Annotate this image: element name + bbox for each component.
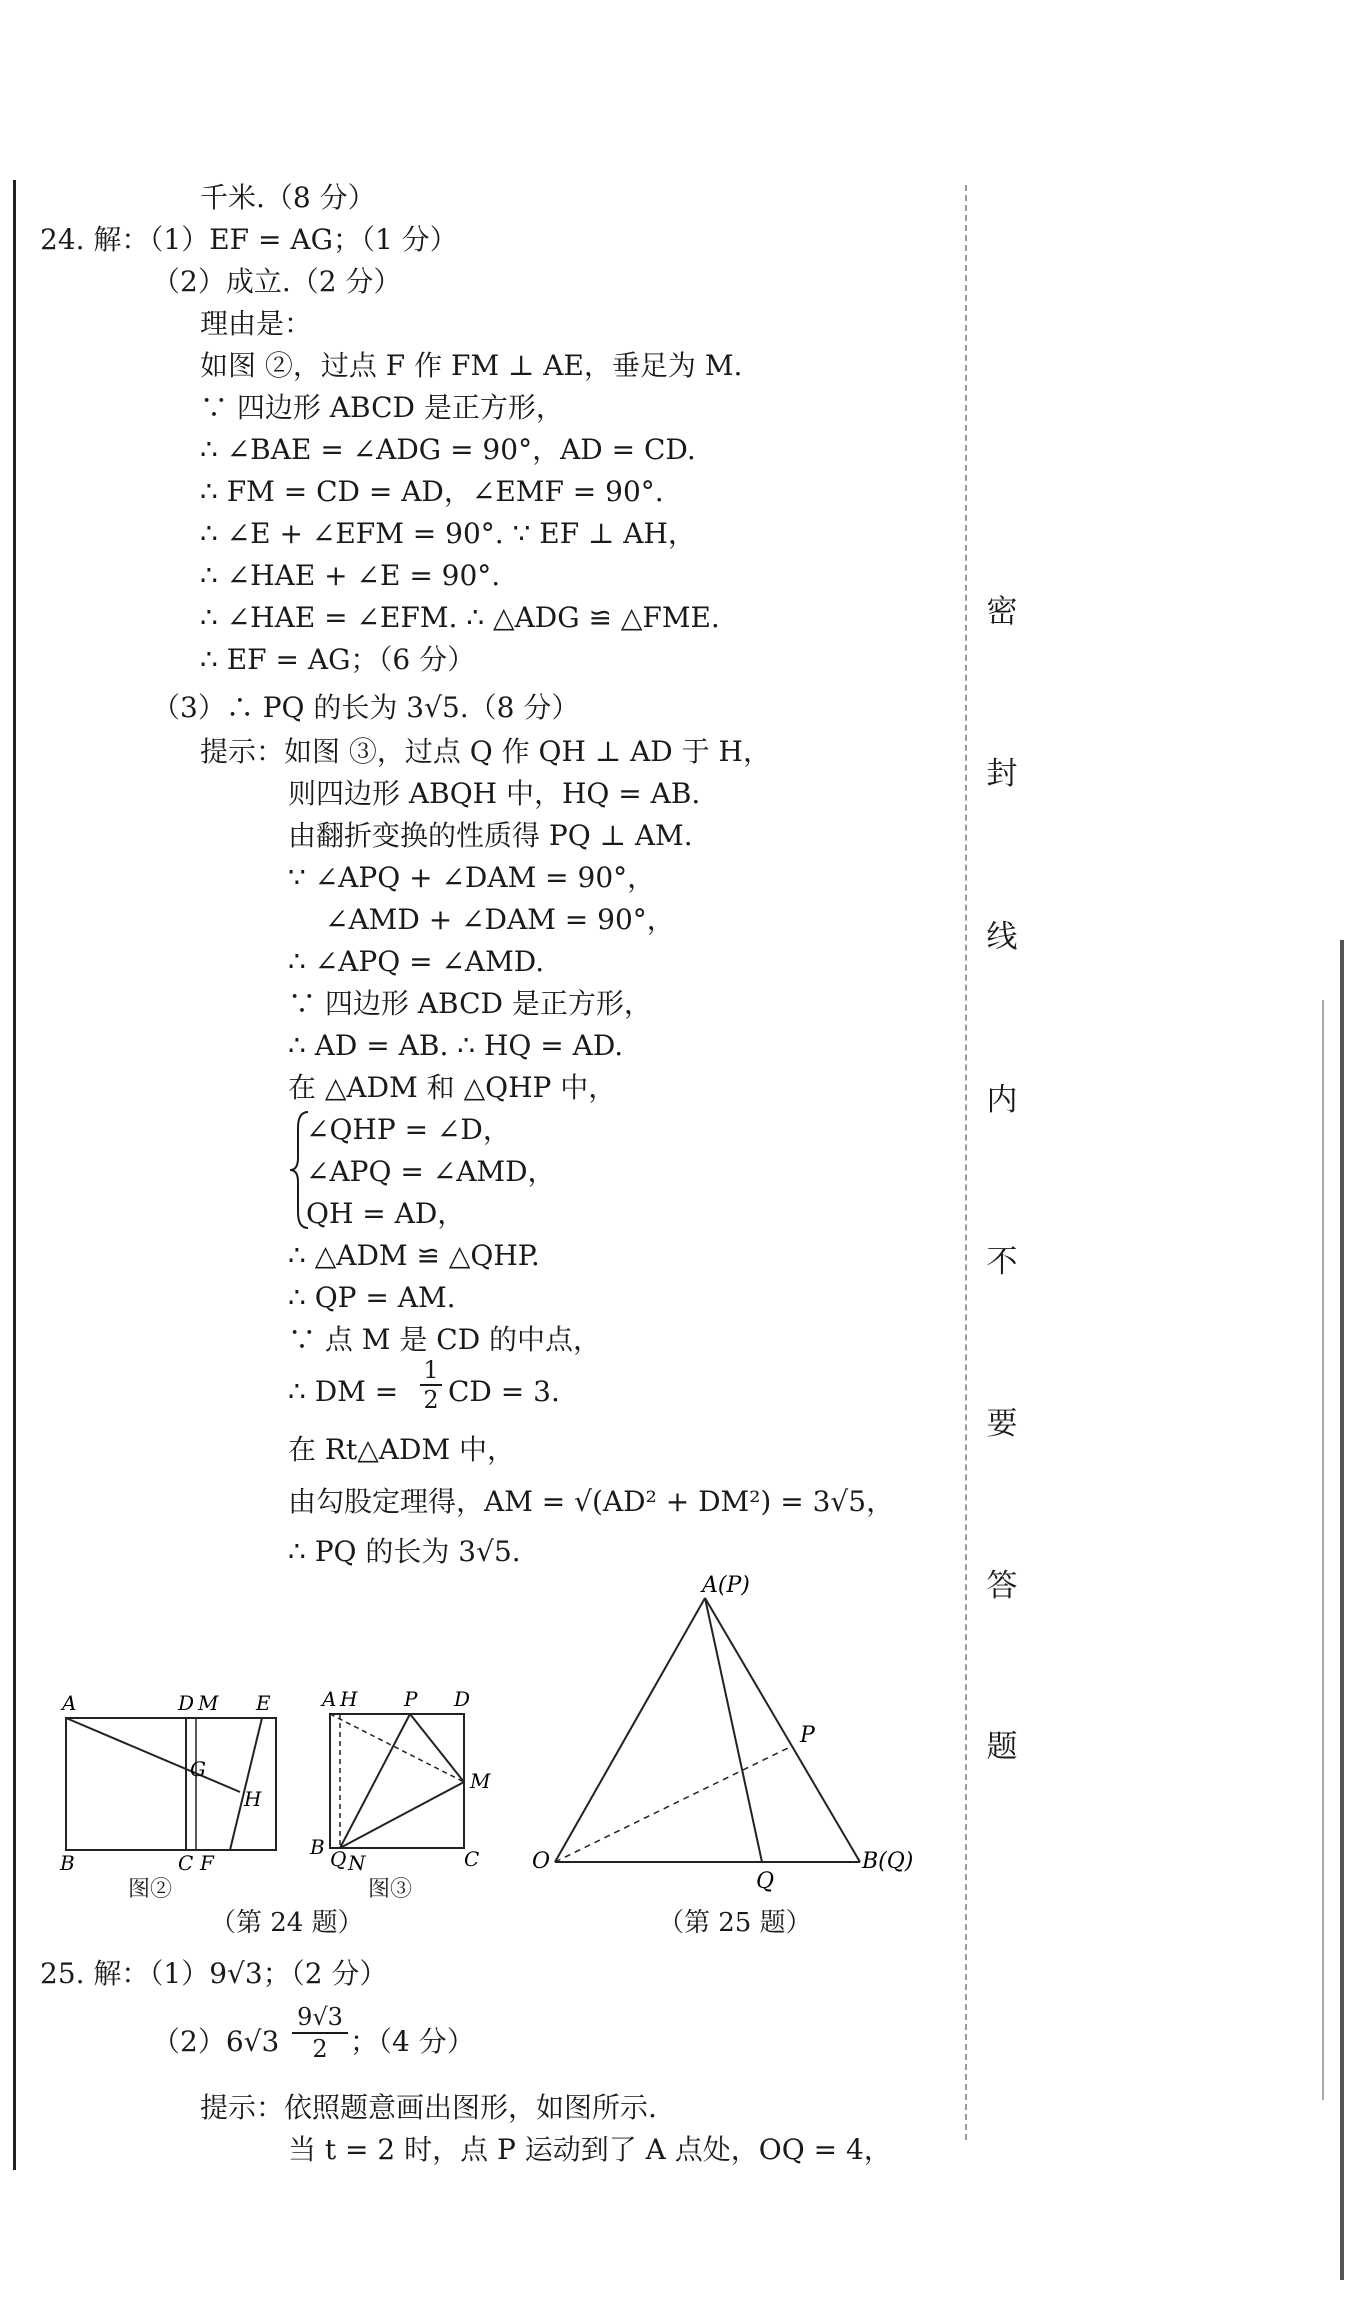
text-line: ∴ ∠E + ∠EFM = 90°. ∵ EF ⊥ AH， (200, 517, 696, 550)
figure-24-caption: （第 24 题） (210, 1908, 364, 1938)
fig-label: M (198, 1691, 219, 1715)
fig-label: M (470, 1769, 491, 1793)
text-line: ∠QHP = ∠D， (306, 1113, 511, 1146)
q25-part1: 25. 解：（1）9√3；（2 分） (40, 1957, 388, 1990)
seal-char: 封 (986, 756, 1018, 792)
q24-part1: 24. 解：（1）EF = AG；（1 分） (40, 223, 458, 256)
fraction-num: 9√3 (297, 2003, 343, 2031)
figure-24-2 (50, 1690, 290, 1875)
text-line: ∠AMD + ∠DAM = 90°， (325, 903, 675, 936)
hint-line: 提示：依照题意画出图形，如图所示. (200, 2091, 657, 2124)
text-line: 则四边形 ABQH 中，HQ = AB. (288, 777, 701, 810)
text-line: ∴ ∠APQ = ∠AMD. (288, 945, 545, 978)
fig-label: A(P) (702, 1573, 750, 1598)
fig-label: D (454, 1687, 471, 1711)
fraction-den: 2 (420, 1384, 442, 1414)
text-line: 当 t = 2 时，点 P 运动到了 A 点处，OQ = 4， (288, 2133, 892, 2166)
figure-24-3 (310, 1686, 491, 1875)
text-line: ∴ EF = AG；（6 分） (200, 643, 476, 676)
seal-dashed-line (965, 185, 967, 2140)
fig-label: G (190, 1757, 206, 1781)
fig-label: H (244, 1787, 262, 1811)
text-line: ∵ 点 M 是 CD 的中点， (288, 1323, 602, 1356)
text-line: ；（4 分） (350, 2025, 475, 2058)
left-margin-line (13, 180, 16, 2170)
text-line: 理由是： (200, 307, 313, 340)
text-line: CD = 3. (448, 1375, 560, 1408)
fig-label: H (340, 1687, 358, 1711)
seal-char: 线 (986, 919, 1018, 955)
fraction-num: 1 (423, 1356, 439, 1384)
figure-24-2-caption: 图② (128, 1877, 173, 1902)
text-line: ∴ ∠HAE = ∠EFM. ∴ △ADG ≌ △FME. (200, 601, 720, 634)
fig-label: N (348, 1851, 366, 1875)
fig-label: O (532, 1849, 551, 1874)
text-line: ∴ DM = (288, 1375, 399, 1408)
fig-label: Q (330, 1847, 347, 1871)
hint-line: 提示：如图 ③，过点 Q 作 QH ⊥ AD 于 H， (200, 735, 771, 768)
text-line: ∴ PQ 的长为 3√5. (288, 1535, 521, 1568)
text-line: 千米.（8 分） (200, 181, 376, 214)
text-line: 在 △ADM 和 △QHP 中， (288, 1071, 617, 1104)
fig-label: B (310, 1835, 325, 1859)
fig-label: Q (756, 1869, 775, 1894)
figure-24-3-caption: 图③ (368, 1877, 413, 1902)
fig-label: A (62, 1691, 77, 1715)
page-edge-shadow-2 (1322, 1000, 1324, 2100)
text-line: QH = AD， (306, 1197, 466, 1230)
fraction-half (420, 1356, 442, 1414)
text-line: ∴ △ADM ≌ △QHP. (288, 1239, 540, 1272)
fig-label: C (178, 1851, 194, 1875)
fig-label: B (60, 1851, 75, 1875)
q24-part2: （2）成立.（2 分） (152, 265, 402, 298)
page-edge-shadow (1340, 940, 1344, 2280)
figure-25 (530, 1572, 920, 1892)
fig-label: F (200, 1851, 214, 1875)
fig-label: D (178, 1691, 195, 1715)
fraction-9sqrt3-2 (292, 2002, 348, 2064)
text-line: 由勾股定理得，AM = √(AD² + DM²) = 3√5， (288, 1485, 895, 1518)
q24-part3: （3）∴ PQ 的长为 3√5.（8 分） (152, 691, 580, 724)
text-line: ∵ ∠APQ + ∠DAM = 90°， (288, 861, 656, 894)
text-line: 由翻折变换的性质得 PQ ⊥ AM. (288, 819, 693, 852)
text-line: ∴ FM = CD = AD，∠EMF = 90°. (200, 475, 664, 508)
text-line: ∴ AD = AB. ∴ HQ = AD. (288, 1029, 624, 1062)
fig-label: C (464, 1847, 480, 1871)
text-line: ∴ ∠HAE + ∠E = 90°. (200, 559, 501, 592)
text-line: ∴ QP = AM. (288, 1281, 456, 1314)
seal-char: 密 (986, 594, 1018, 630)
seal-char: 题 (986, 1729, 1018, 1765)
text-line: ∠APQ = ∠AMD， (306, 1155, 556, 1188)
text-line: 在 Rt△ADM 中， (288, 1433, 516, 1466)
fig-label: B(Q) (862, 1849, 914, 1874)
fig-label: P (800, 1723, 815, 1748)
fraction-den: 2 (292, 2032, 348, 2064)
fig-label: E (256, 1691, 271, 1715)
seal-char: 答 (986, 1568, 1018, 1604)
text-line: ∵ 四边形 ABCD 是正方形， (288, 987, 652, 1020)
fig-label: P (404, 1687, 418, 1711)
figure-25-caption: （第 25 题） (658, 1908, 812, 1938)
fig-label: A (322, 1687, 337, 1711)
text-line: ∴ ∠BAE = ∠ADG = 90°，AD = CD. (200, 433, 696, 466)
seal-char: 内 (986, 1082, 1018, 1118)
text-line: 如图 ②，过点 F 作 FM ⊥ AE，垂足为 M. (200, 349, 743, 382)
text-line: ∵ 四边形 ABCD 是正方形， (200, 391, 564, 424)
q25-part2: （2）6√3 (152, 2025, 280, 2058)
seal-char: 不 (986, 1244, 1018, 1280)
seal-char: 要 (986, 1406, 1018, 1442)
